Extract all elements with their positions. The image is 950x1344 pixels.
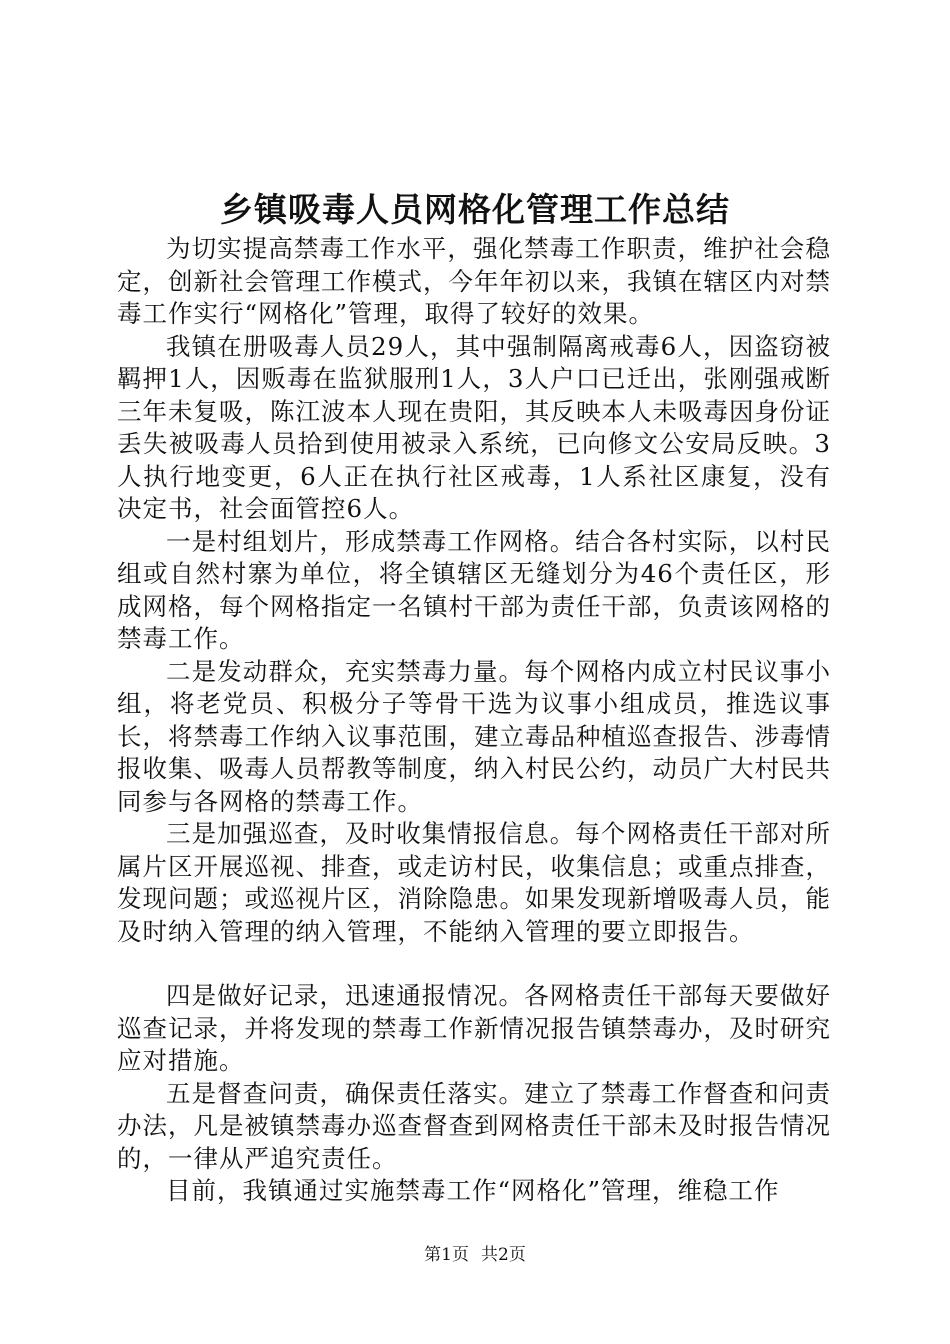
paragraph-records: 四是做好记录，迅速通报情况。各网格责任干部每天要做好巡查记录，并将发现的禁毒工作新情况报告镇禁毒办，及时研究应对措施。: [117, 981, 831, 1075]
paragraph-intro: 为切实提高禁毒工作水平，强化禁毒工作职责，维护社会稳定，创新社会管理工作模式，今年年初以来，我镇在辖区内对禁毒工作实行“网格化”管理，取得了较好的效果。: [117, 234, 831, 328]
paragraph-grid-division: 一是村组划片，形成禁毒工作网格。结合各村实际，以村民组或自然村寨为单位，将全镇辖区无缝划分为46个责任区，形成网格，每个网格指定一名镇村干部为责任干部，负责该网格的禁毒工作。: [117, 526, 831, 653]
paragraph-current-status: 目前，我镇通过实施禁毒工作“网格化”管理，维稳工作: [166, 1176, 780, 1205]
paragraph-patrol: 三是加强巡查，及时收集情报信息。每个网格责任干部对所属片区开展巡视、排查，或走访村民，收集信息；或重点排查，发现问题；或巡视片区，消除隐患。如果发现新增吸毒人员，能及时纳入管理的纳入管理，不能纳入管理的要立即报告。: [117, 819, 831, 946]
paragraph-mobilize-masses: 二是发动群众，充实禁毒力量。每个网格内成立村民议事小组，将老党员、积极分子等骨干选为议事小组成员，推选议事长，将禁毒工作纳入议事范围，建立毒品种植巡查报告、涉毒情报收集、吸毒人员帮教等制度，纳入村民公约，动员广大村民共同参与各网格的禁毒工作。: [117, 656, 831, 816]
document-title: 乡镇吸毒人员网格化管理工作总结: [220, 190, 730, 229]
page-number-total: 共2页: [481, 1245, 526, 1265]
document-body: [117, 233, 831, 1208]
page-number-current: 第1页: [424, 1245, 469, 1265]
paragraph-registered-users: 我镇在册吸毒人员29人，其中强制隔离戒毒6人，因盗窃被羁押1人，因贩毒在监狱服刑1人，3人户口已迁出，张刚强戒断三年未复吸，陈江波本人现在贵阳，其反映本人未吸毒因身份证丢失被吸毒人员拾到使用被录入系统，已向修文公安局反映。3人执行地变更，6人正在执行社区戒毒，1人系社区康复，没有决定书，社会面管控6人。: [117, 331, 831, 523]
page-footer: [0, 1243, 950, 1267]
paragraph-accountability: 五是督查问责，确保责任落实。建立了禁毒工作督查和问责办法，凡是被镇禁毒办巡查督查到网格责任干部未及时报告情况的，一律从严追究责任。: [117, 1078, 831, 1173]
